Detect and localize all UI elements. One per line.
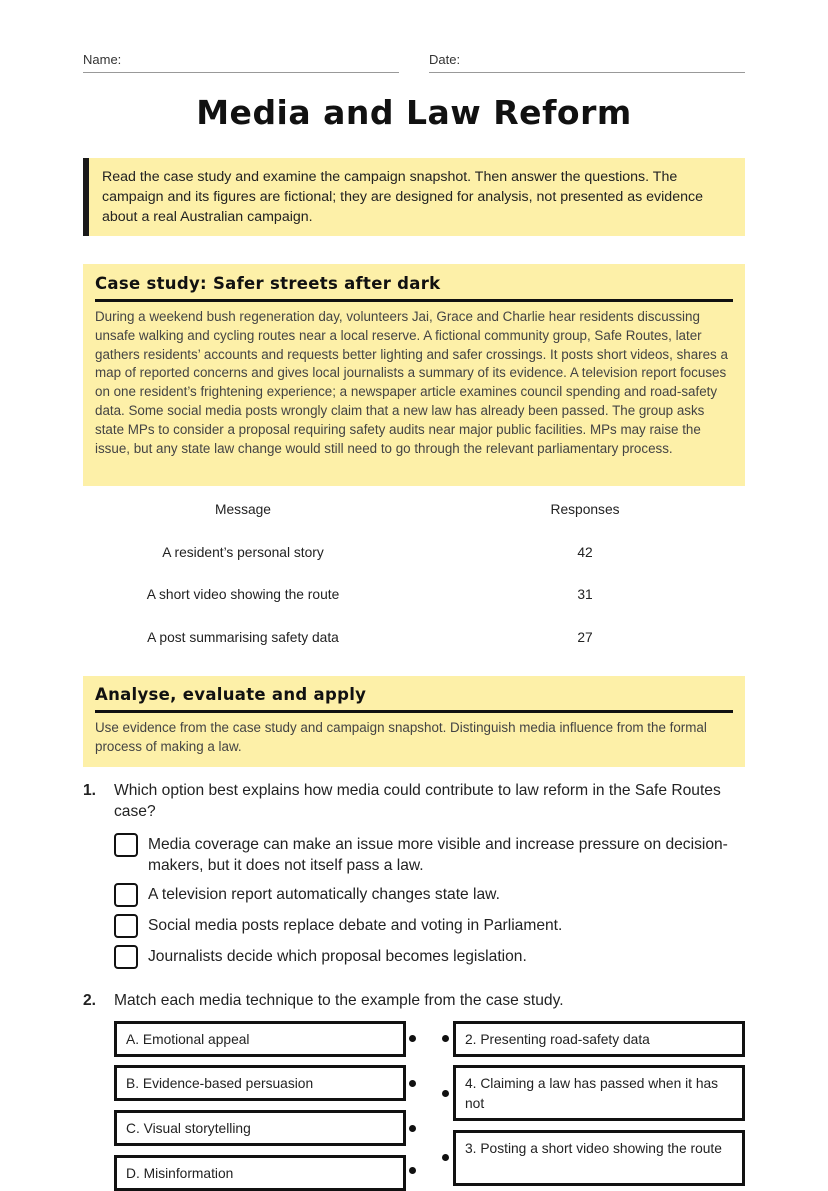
match-left-item[interactable]: B. Evidence-based persuasion: [114, 1065, 406, 1101]
message-cell: A resident’s personal story: [162, 544, 324, 560]
case-study-text: During a weekend bush regeneration day, volunteers Jai, Grace and Charlie hear residents discussing unsafe walking and cycling routes near a local reserve. A fictional community group, Safe Routes, later gathers residents’ accounts and requests better lighting and safer crossings. It posts short videos, shares a map of reported concerns and gives local journalists a summary of its evidence. A television report focuses on one resident’s frightening experience; a newspaper article examines council spending and road-safety data. Some social media posts wrongly claim that a new law has already been passed. The group asks state MPs to consider a proposal requiring safety audits near major public facilities. MPs may raise the issue, but any state law change would still need to go through the relevant parliamentary process.: [95, 309, 728, 456]
match-right-item[interactable]: 2. Presenting road-safety data: [453, 1021, 745, 1057]
table-row: [83, 537, 745, 580]
checkbox[interactable]: [114, 833, 138, 857]
match-right-dot[interactable]: [442, 1035, 449, 1042]
option-text: Media coverage can make an issue more visible and increase pressure on decision-makers, but it does not itself pass a law.: [148, 836, 728, 874]
apply-panel: [83, 676, 745, 767]
match-left-item[interactable]: A. Emotional appeal: [114, 1021, 406, 1057]
name-label: Name:: [83, 52, 122, 67]
column-header-responses: Responses: [550, 502, 620, 517]
responses-cell: 27: [577, 629, 593, 645]
match-left-item[interactable]: D. Misinformation: [114, 1155, 406, 1191]
responses-cell: 31: [577, 587, 593, 602]
question-stem: Match each media technique to the example from the case study.: [114, 992, 564, 1009]
option-text: A television report automatically changes state law.: [148, 886, 500, 903]
match-right-dot[interactable]: [442, 1090, 449, 1097]
column-header-message: Message: [215, 502, 271, 517]
match-right-item[interactable]: 3. Posting a short video showing the route: [453, 1130, 745, 1186]
header-fields: [83, 52, 745, 74]
name-field[interactable]: [83, 52, 399, 73]
table-row: [83, 622, 745, 665]
option-text: Social media posts replace debate and voting in Parliament.: [148, 917, 563, 934]
apply-heading: Analyse, evaluate and apply: [95, 685, 733, 713]
question-number: 1.: [83, 782, 97, 799]
campaign-snapshot-table: [83, 494, 745, 664]
case-study-panel: [83, 264, 745, 486]
match-left-dot[interactable]: [409, 1167, 416, 1174]
date-label: Date:: [429, 52, 461, 67]
apply-text: Use evidence from the case study and campaign snapshot. Distinguish media influence from the formal process of making a law.: [95, 720, 707, 754]
match-left-dot[interactable]: [409, 1080, 416, 1087]
question-stem: Which option best explains how media could contribute to law reform in the Safe Routes case?: [114, 782, 721, 820]
match-left-dot[interactable]: [409, 1125, 416, 1132]
question-number: 2.: [83, 992, 97, 1009]
case-study-heading: Case study: Safer streets after dark: [95, 274, 733, 302]
option-text: Journalists decide which proposal becomes legislation.: [148, 948, 527, 965]
responses-cell: 42: [577, 544, 593, 560]
match-right-dot[interactable]: [442, 1154, 449, 1161]
checkbox[interactable]: [114, 914, 138, 938]
message-cell: A post summarising safety data: [147, 629, 339, 645]
message-cell: A short video showing the route: [146, 587, 340, 602]
match-left-dot[interactable]: [409, 1035, 416, 1042]
table-header-row: [83, 494, 745, 537]
match-right-item[interactable]: 4. Claiming a law has passed when it has not: [453, 1065, 745, 1121]
intro-callout: Read the case study and examine the campaign snapshot. Then answer the questions. The campaign and its figures are fictional; they are designed for analysis, not presented as evidence about a real Australian campaign.: [83, 158, 745, 236]
page-title: Media and Law Reform: [196, 93, 632, 132]
checkbox[interactable]: [114, 883, 138, 907]
table-row: [83, 579, 745, 622]
checkbox[interactable]: [114, 945, 138, 969]
match-left-item[interactable]: C. Visual storytelling: [114, 1110, 406, 1146]
date-field[interactable]: [429, 52, 745, 73]
